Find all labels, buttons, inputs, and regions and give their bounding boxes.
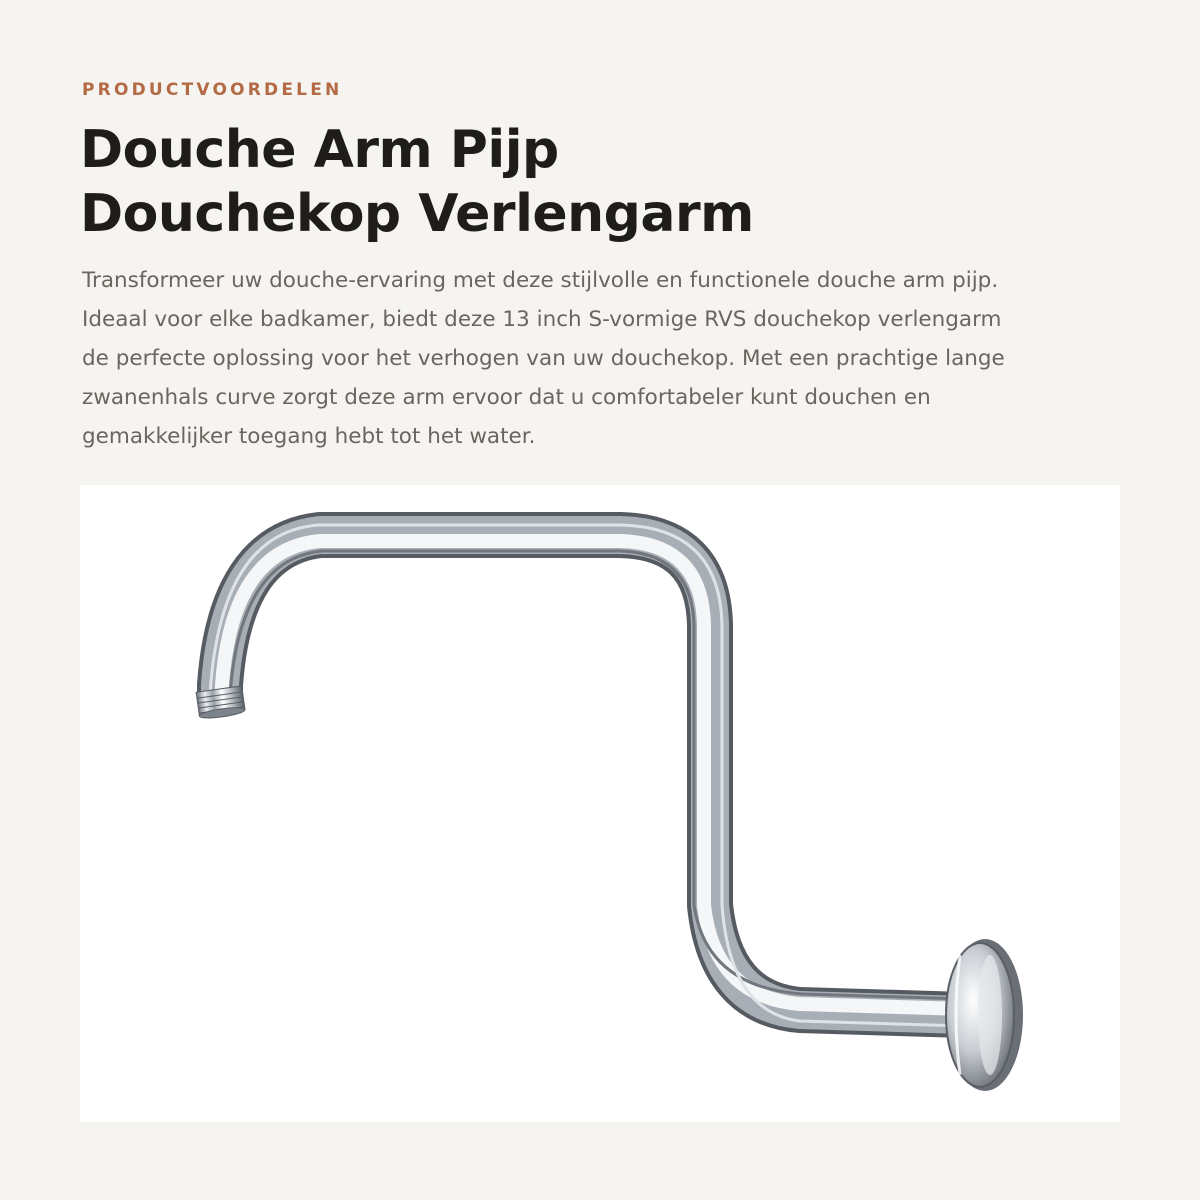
product-image [80, 485, 1120, 1122]
description-line: zwanenhals curve zorgt deze arm ervoor dat u comfortabeler kunt douchen en [82, 385, 931, 410]
description-line: Ideaal voor elke badkamer, biedt deze 13 inch S-vormige RVS douchekop verlengarm [82, 307, 1002, 332]
pipe-outline [220, 535, 965, 1015]
page-title [80, 118, 1140, 246]
wall-flange [946, 939, 1023, 1091]
threaded-end [196, 686, 245, 720]
product-description [82, 261, 1142, 456]
pipe-body [220, 535, 965, 1015]
eyebrow-label: PRODUCTVOORDELEN [82, 80, 343, 100]
description-line: gemakkelijker toegang hebt tot het water. [82, 424, 536, 449]
pipe-highlight-line [210, 525, 965, 1026]
title-line: Douchekop Verlengarm [80, 184, 754, 244]
pipe-shadow-line [230, 551, 965, 999]
shower-arm-illustration [80, 485, 1120, 1122]
description-line: Transformeer uw douche-ervaring met deze stijlvolle en functionele douche arm pijp. [82, 268, 999, 293]
description-line: de perfecte oplossing voor het verhogen van uw douchekop. Met een prachtige lange [82, 346, 1005, 371]
title-line: Douche Arm Pijp [80, 120, 559, 180]
pipe-reflection [222, 541, 965, 1009]
